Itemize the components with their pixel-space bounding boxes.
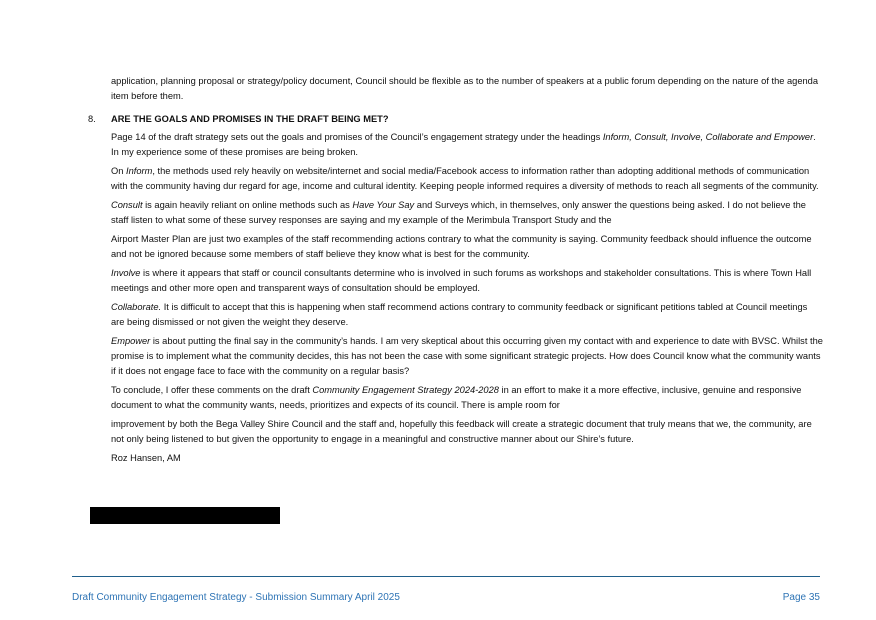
signature: Roz Hansen, AM: [111, 453, 181, 463]
paragraph-involve: Involve is where it appears that staff or council consultants determine who is involved in such forums as workshops and stakeholder consultations. This is where Town Hall meetings and other more open and transparent ways of consultation should be employed.: [111, 268, 812, 293]
redaction-bar: [90, 507, 280, 524]
paragraph-continuation: application, planning proposal or strategy/policy document, Council should be flexible as to the number of speakers at a public forum depending on the nature of the agenda item before them.: [111, 76, 819, 101]
footer-title: Draft Community Engagement Strategy - Submission Summary April 2025: [72, 592, 400, 603]
paragraph-goals: Page 14 of the draft strategy sets out the goals and promises of the Council’s engagement strategy under the headings Inform, Consult, Involve, Collaborate and Empower. In my experience some of these promises are being broken.: [111, 132, 816, 157]
paragraph-consult: Consult is again heavily reliant on online methods such as Have Your Say and Surveys which, in themselves, only answer the questions being asked. I do not believe the staff listen to what some of these survey responses are saying and my example of the Merimbula Transport Study and the: [111, 200, 806, 225]
footer-divider: [72, 576, 820, 577]
section-title: ARE THE GOALS AND PROMISES IN THE DRAFT BEING MET?: [111, 114, 389, 124]
paragraph-collaborate: Collaborate. It is difficult to accept that this is happening when staff recommend actions contrary to community feedback or significant petitions tabled at Council meetings are being dismissed or not given the weight they deserve.: [111, 302, 808, 327]
body-text: [88, 74, 823, 470]
paragraph-airport: Airport Master Plan are just two examples of the staff recommending actions contrary to what the community is saying. Community feedback should influence the outcome and not be ignored because some members of staff believe they know what is best for the community.: [111, 234, 812, 259]
page-footer: [72, 592, 820, 603]
paragraph-empower: Empower is about putting the final say in the community’s hands. I am very skeptical about this occurring given my contact with and experience to date with BVSC. Whilst the promise is to implement what the community decides, this has not been the case with some significant strategic projects. How does Council know what the community wants if it does not engage face to face with the community on a regular basis?: [111, 336, 823, 376]
paragraph-inform: On Inform, the methods used rely heavily on website/internet and social media/Facebook access to information rather than adopting additional methods of communication with the community having dur regard for age, income and cultural identity. Keeping people informed requires a diversity of methods to reach all segments of the community.: [111, 166, 819, 191]
section-heading: [88, 112, 823, 127]
section-number: 8.: [88, 114, 96, 124]
paragraph-improvement: improvement by both the Bega Valley Shire Council and the staff and, hopefully this feedback will create a strategic document that truly means that we, the community, are not only being listened to but given the opportunity to engage in a meaningful and constructive manner about our Shire’s future.: [111, 419, 812, 444]
page-number: Page 35: [782, 592, 820, 603]
paragraph-conclusion: To conclude, I offer these comments on the draft Community Engagement Strategy 2024-2028 in an effort to make it a more effective, inclusive, genuine and responsive document to what the community wants, needs, prioritizes and expects of its council. There is ample room for: [111, 385, 802, 410]
